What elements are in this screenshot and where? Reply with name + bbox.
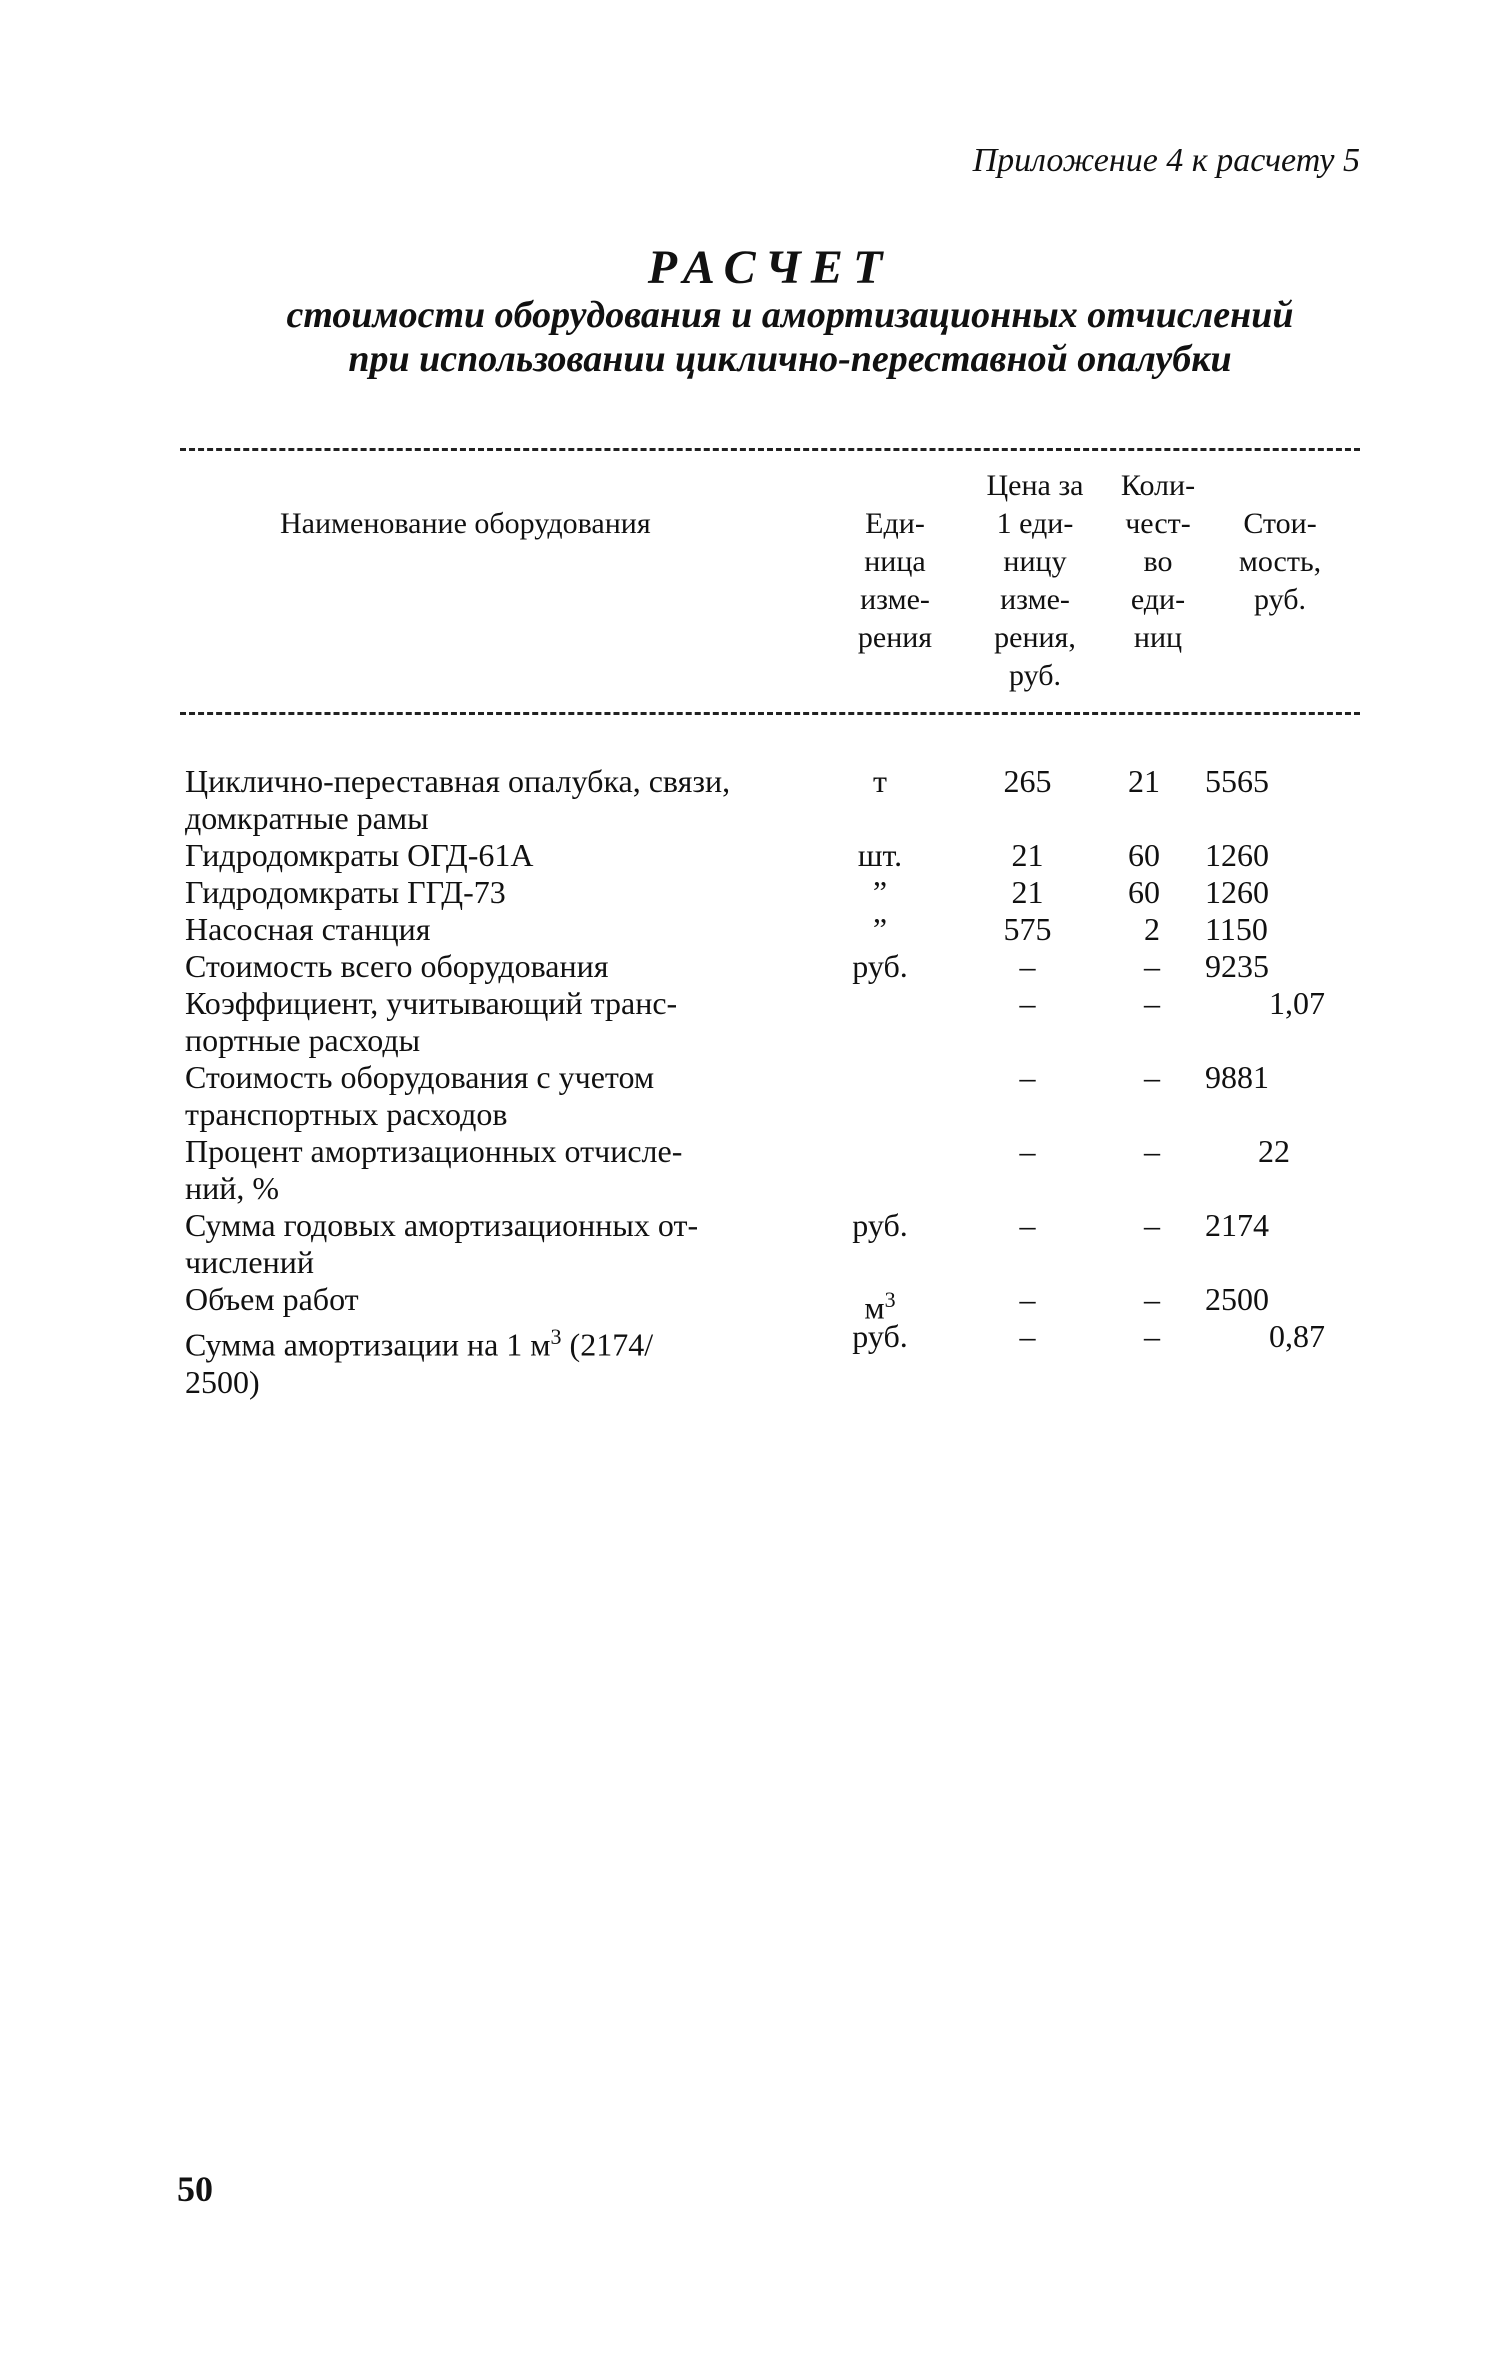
cell-cost: 5565 (1205, 763, 1269, 799)
cell-quantity: – (1144, 985, 1160, 1021)
cell-unit: ” (872, 874, 888, 910)
cell-price: 575 (1003, 911, 1052, 947)
cell-quantity: 2 (1144, 911, 1160, 947)
cell-unit-text: м (864, 1289, 885, 1326)
cell-cost: 1,07 (1269, 985, 1325, 1021)
table-row (185, 1133, 1385, 1207)
table-row (185, 837, 1385, 874)
cell-price: – (1019, 1318, 1036, 1354)
subtitle-line-1: стоимости оборудования и амортизационных отчислений (286, 294, 1294, 336)
cell-unit: ” (872, 911, 888, 947)
cell-name: Процент амортизационных отчисле- ний, % (185, 1133, 683, 1206)
cell-name: Сумма годовых амортизационных от- числений (185, 1207, 699, 1280)
cell-quantity: – (1144, 1133, 1160, 1169)
cell-name: Гидродомкраты ГГД-73 (185, 874, 506, 910)
table-header-rule (180, 712, 1360, 715)
column-header-cost: Стои- мость, руб. (1238, 507, 1322, 616)
column-header-quantity: Коли- чест- во еди- ниц (1120, 469, 1196, 654)
cell-cost: 2174 (1205, 1207, 1269, 1243)
cell-quantity: – (1144, 1059, 1160, 1095)
cell-quantity: 60 (1128, 837, 1160, 873)
cell-price: 265 (1003, 763, 1052, 799)
cell-unit: т (873, 763, 887, 799)
cell-name (185, 1318, 815, 1401)
document-title: РАСЧЕТ (647, 241, 893, 294)
cell-price: 21 (1011, 874, 1044, 910)
column-header-price: Цена за 1 еди- ницу изме- рения, руб. (986, 469, 1084, 692)
table-row (185, 985, 1385, 1059)
table-row (185, 1318, 1385, 1401)
cell-cost: 9881 (1205, 1059, 1269, 1095)
cell-price: – (1019, 1133, 1036, 1169)
cell-cost: 2500 (1205, 1281, 1269, 1317)
cell-price: 21 (1011, 837, 1044, 873)
cell-quantity: – (1144, 1281, 1160, 1317)
cell-cost: 1260 (1205, 874, 1269, 910)
cell-name: Циклично-переставная опалубка, связи, домкратные рамы (185, 763, 731, 836)
cell-quantity: – (1144, 1318, 1160, 1354)
table-row (185, 1207, 1385, 1281)
cell-name: Объем работ (185, 1281, 359, 1317)
table-row (185, 948, 1385, 985)
cell-name: Стоимость оборудования с учетом транспортных расходов (185, 1059, 655, 1132)
cell-unit: руб. (852, 1318, 908, 1354)
cell-price: – (1019, 948, 1036, 984)
cell-quantity: – (1144, 948, 1160, 984)
table-row (185, 763, 1385, 837)
cell-quantity: – (1144, 1207, 1160, 1243)
table-row (185, 1281, 1385, 1326)
cell-quantity: 21 (1128, 763, 1160, 799)
cell-name-text: Сумма амортизации на 1 м (185, 1326, 551, 1363)
column-header-name: Наименование оборудования (280, 507, 651, 540)
cell-name: Насосная станция (185, 911, 431, 947)
cell-cost: 9235 (1205, 948, 1269, 984)
cell-name: Коэффициент, учитывающий транс- портные расходы (185, 985, 678, 1058)
cell-unit: руб. (852, 1207, 908, 1243)
cell-price: – (1019, 1281, 1036, 1317)
cell-name-superscript: 3 (550, 1324, 562, 1349)
cell-name: Стоимость всего оборудования (185, 948, 609, 984)
cell-unit-superscript: 3 (884, 1287, 896, 1312)
page-number: 50 (177, 2169, 213, 2209)
cell-quantity: 60 (1128, 874, 1160, 910)
subtitle-line-2: при использовании циклично-переставной опалубки (348, 338, 1232, 380)
cell-cost: 0,87 (1269, 1318, 1325, 1354)
cell-name: Гидродомкраты ОГД-61А (185, 837, 534, 873)
cell-unit: шт. (857, 837, 903, 873)
cell-cost: 1260 (1205, 837, 1269, 873)
cell-cost: 1150 (1205, 911, 1268, 947)
cell-name-tail: (2174/ 2500) (185, 1326, 654, 1400)
cell-price: – (1019, 985, 1036, 1021)
cell-cost: 22 (1258, 1133, 1290, 1169)
table-row (185, 1059, 1385, 1133)
cell-price: – (1019, 1207, 1036, 1243)
table-body (185, 763, 1385, 1401)
table-row (185, 874, 1385, 911)
column-header-unit: Еди- ница изме- рения (857, 507, 933, 654)
appendix-label: Приложение 4 к расчету 5 (972, 142, 1360, 179)
cell-price: – (1019, 1059, 1036, 1095)
table-top-rule (180, 448, 1360, 451)
table-row (185, 911, 1385, 948)
cell-unit: руб. (852, 948, 908, 984)
